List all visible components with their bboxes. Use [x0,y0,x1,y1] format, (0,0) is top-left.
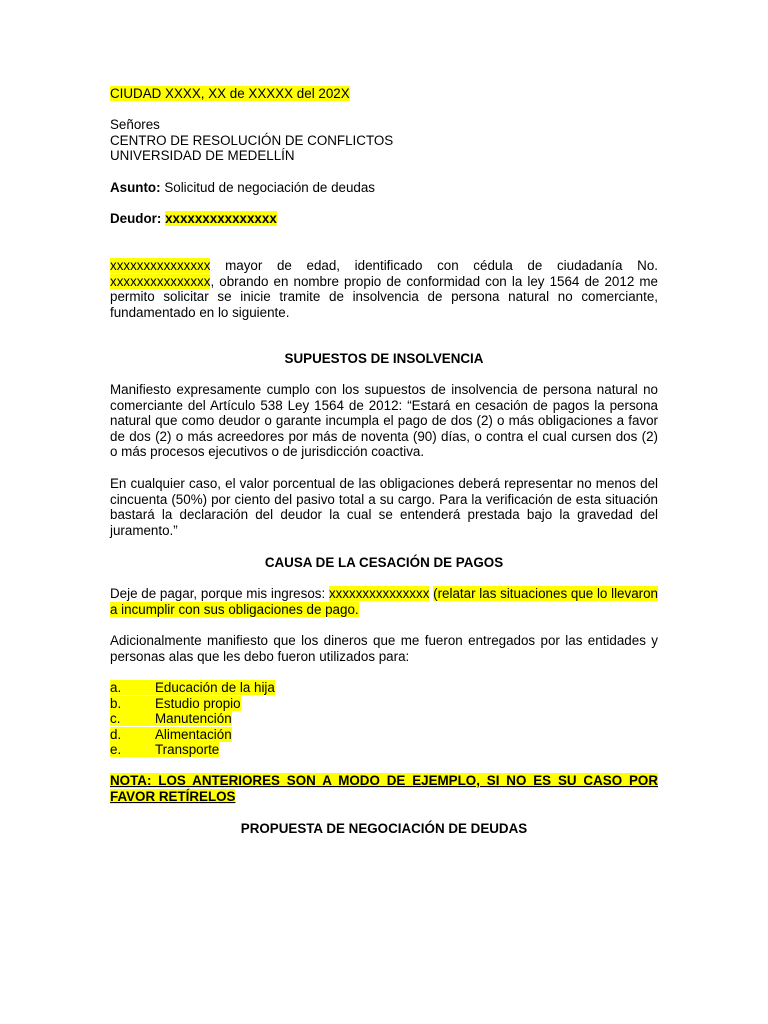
list-item [110,711,658,727]
list-item [110,742,658,758]
insolvencia-paragraph-1: Manifiesto expresamente cumplo con los supuestos de insolvencia de persona natural no comerciante del Artículo 538 Ley 1564 de 2012: “Estará en cesación de pagos la persona natural que como deudor o garante incumpla el pago de dos (2) o más obligaciones a favor de dos (2) o más acreedores por más de noventa (90) días, o contra el cual cursen dos (2) o más procesos ejecutivos o de jurisdicción coactiva. [110,382,658,460]
example-note-text: NOTA: LOS ANTERIORES SON A MODO DE EJEMPLO, SI NO ES SU CASO POR FAVOR RETÍRELOS [110,773,658,804]
list-marker: b. [110,695,122,711]
causa-paragraph-1 [110,586,658,617]
debtor-line [110,211,658,227]
list-marker: c. [110,711,121,727]
addressee-greeting: Señores [110,117,160,132]
intro-id-number: xxxxxxxxxxxxxxx [110,273,211,289]
list-marker: d. [110,726,122,742]
debtor-value: xxxxxxxxxxxxxxx [165,211,277,226]
subject-line [110,180,658,196]
causa-hint: (relatar las situaciones que lo llevaron a incumplir con sus obligaciones de pago. [110,586,658,617]
list-marker: a. [110,680,122,695]
date-highlight: CIUDAD XXXX, XX de XXXXX del 202X [110,86,350,101]
list-item-text: Educación de la hija [155,680,275,695]
list-marker: e. [110,742,122,758]
subject-label: Asunto: [110,180,161,195]
uses-list [110,680,658,758]
section-heading-propuesta: PROPUESTA DE NEGOCIACIÓN DE DEUDAS [240,821,528,836]
subject-text: Solicitud de negociación de deudas [164,180,375,195]
list-item [110,696,658,712]
addressee-block [110,117,658,164]
debtor-label: Deudor: [110,211,162,226]
list-item [110,680,658,696]
causa-text: Deje de pagar, porque mis ingresos: [110,586,326,601]
addressee-line-1: CENTRO DE RESOLUCIÓN DE CONFLICTOS [110,132,394,148]
list-item-text: Estudio propio [155,695,241,711]
causa-value: xxxxxxxxxxxxxxx [328,586,430,601]
intro-paragraph [110,258,658,320]
intro-text-1: mayor de edad, identificado con cédula de ciudadanía No. [225,258,658,273]
list-item-text: Transporte [155,742,220,758]
section-heading-causa: CAUSA DE LA CESACIÓN DE PAGOS [264,555,504,570]
list-item-text: Alimentación [155,726,232,742]
date-line [110,86,658,102]
section-heading-insolvencia: SUPUESTOS DE INSOLVENCIA [284,351,484,366]
addressee-line-2: UNIVERSIDAD DE MEDELLÍN [110,148,295,164]
intro-name: xxxxxxxxxxxxxxx [110,258,211,273]
example-note [110,773,658,804]
list-item [110,727,658,743]
insolvencia-paragraph-2: En cualquier caso, el valor porcentual de las obligaciones deberá representar no menos del cincuenta (50%) por ciento del pasivo total a su cargo. Para la verificación de esta situación bastará la declaración del deudor la cual se entenderá prestada bajo la gravedad del juramento.” [110,476,658,538]
list-item-text: Manutención [155,711,232,727]
causa-paragraph-2: Adicionalmente manifiesto que los dineros que me fueron entregados por las entidades y personas alas que les debo fueron utilizados para: [110,633,658,664]
intro-text-2: , obrando en nombre propio de conformidad con la ley 1564 de 2012 me permito solicitar se inicie tramite de insolvencia de persona natural no comerciante, fundamentado en lo siguiente. [110,273,658,320]
